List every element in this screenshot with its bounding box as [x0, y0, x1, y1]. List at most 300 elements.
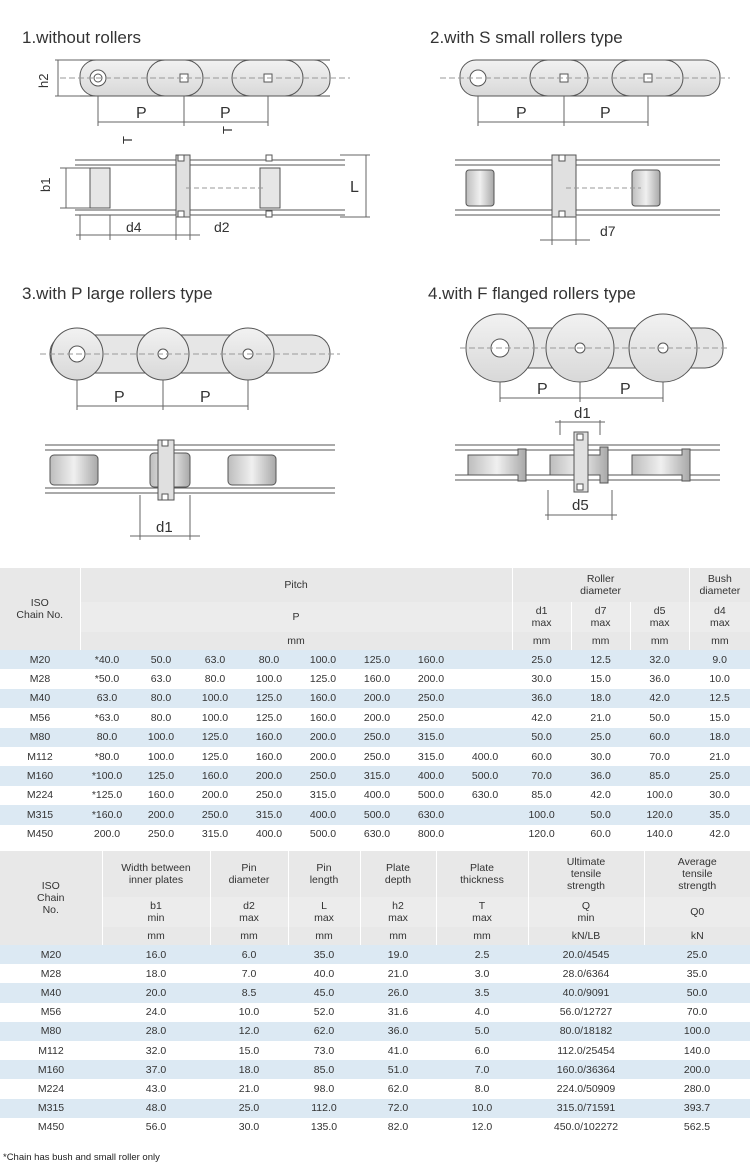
pitch-cell: 315.0 [404, 747, 458, 766]
chain-drawings [0, 0, 750, 560]
h2-cell: 21.0 [360, 964, 436, 983]
pitch-cell: 400.0 [296, 805, 350, 824]
l-cell: 40.0 [288, 964, 360, 983]
pin-diameter-header: Pin diameter [210, 851, 288, 897]
d7-cell: 50.0 [571, 805, 630, 824]
h2-cell: 19.0 [360, 945, 436, 964]
pitch-cell: 200.0 [350, 689, 404, 708]
pitch-cell: 250.0 [242, 786, 296, 805]
b1-symbol: b1 min [102, 897, 210, 927]
d4-cell: 9.0 [689, 650, 750, 669]
pitch-cell: 160.0 [296, 708, 350, 727]
q0-cell: 70.0 [644, 1003, 750, 1022]
h2-cell: 82.0 [360, 1118, 436, 1137]
pitch-cell: *160.0 [80, 805, 134, 824]
chain-no-cell: M40 [0, 689, 80, 708]
d5-label: d5 [572, 497, 589, 514]
chain-cell: M112 [0, 1041, 102, 1060]
q-cell: 28.0/6364 [528, 964, 644, 983]
b1-label: b1 [38, 177, 53, 192]
pin-length-header: Pin length [288, 851, 360, 897]
d5-cell: 32.0 [630, 650, 689, 669]
d5-cell: 36.0 [630, 669, 689, 688]
chain-cell: M160 [0, 1060, 102, 1079]
p-label-4a: P [537, 381, 548, 398]
q0-cell: 280.0 [644, 1079, 750, 1098]
l-cell: 135.0 [288, 1118, 360, 1137]
chain-cell: M56 [0, 1003, 102, 1022]
d4-cell: 42.0 [689, 825, 750, 844]
h2-cell: 72.0 [360, 1099, 436, 1118]
pitch-cell: 160.0 [188, 766, 242, 785]
q0-cell: 562.5 [644, 1118, 750, 1137]
h2-cell: 51.0 [360, 1060, 436, 1079]
t-cell: 2.5 [436, 945, 528, 964]
t-cell: 5.0 [436, 1022, 528, 1041]
table-row [0, 728, 750, 747]
chain-no-cell: M28 [0, 669, 80, 688]
chain-no-cell: M80 [0, 728, 80, 747]
p-label-2b: P [600, 105, 611, 122]
d2-cell: 8.5 [210, 983, 288, 1002]
drawing-2-section [455, 155, 720, 245]
diagram-1-title: 1.without rollers [22, 28, 142, 47]
pitch-header: Pitch [80, 568, 512, 602]
b1-cell: 48.0 [102, 1099, 210, 1118]
b1-cell: 37.0 [102, 1060, 210, 1079]
q-cell: 315.0/71591 [528, 1099, 644, 1118]
pitch-cell: 160.0 [242, 728, 296, 747]
pitch-cell: 80.0 [242, 650, 296, 669]
table-row [0, 1079, 750, 1098]
chain-cell: M40 [0, 983, 102, 1002]
pitch-cell: 100.0 [242, 669, 296, 688]
d1-cell: 36.0 [512, 689, 571, 708]
pitch-cell: 400.0 [350, 786, 404, 805]
pitch-cell: 630.0 [404, 805, 458, 824]
bush-diameter-header: Bush diameter [689, 568, 750, 602]
chain-no-cell: M315 [0, 805, 80, 824]
pitch-cell: 200.0 [296, 747, 350, 766]
table-row [0, 945, 750, 964]
q0-cell: 35.0 [644, 964, 750, 983]
d5-cell: 85.0 [630, 766, 689, 785]
q-cell: 224.0/50909 [528, 1079, 644, 1098]
q-unit: kN/LB [528, 927, 644, 945]
d4-header: d4 max [689, 602, 750, 632]
drawing-3-side [40, 328, 340, 410]
pitch-cell: *40.0 [80, 650, 134, 669]
pitch-cell: 500.0 [458, 766, 512, 785]
pitch-cell: 100.0 [188, 708, 242, 727]
diagram-3-title: 3.with P large rollers type [22, 284, 213, 303]
d4-cell: 12.5 [689, 689, 750, 708]
drawing-1-side [55, 60, 350, 126]
q0-cell: 393.7 [644, 1099, 750, 1118]
d5-cell: 50.0 [630, 708, 689, 727]
table-row [0, 766, 750, 785]
pitch-cell: 250.0 [296, 766, 350, 785]
t-label-1b: T [220, 126, 235, 134]
pitch-cell: 200.0 [242, 766, 296, 785]
pitch-cell: 315.0 [350, 766, 404, 785]
pitch-cell: 315.0 [242, 805, 296, 824]
dimensions-strength-table [0, 851, 750, 1137]
q-cell: 80.0/18182 [528, 1022, 644, 1041]
d5-unit: mm [630, 632, 689, 650]
d2-cell: 25.0 [210, 1099, 288, 1118]
b1-cell: 32.0 [102, 1041, 210, 1060]
l-cell: 35.0 [288, 945, 360, 964]
d1-cell: 120.0 [512, 825, 571, 844]
d2-symbol: d2 max [210, 897, 288, 927]
average-strength-header: Average tensile strength [644, 851, 750, 897]
chain-cell: M28 [0, 964, 102, 983]
chain-no-cell: M450 [0, 825, 80, 844]
t-cell: 3.0 [436, 964, 528, 983]
pitch-cell: 250.0 [350, 747, 404, 766]
h2-label: h2 [36, 73, 51, 88]
t-cell: 12.0 [436, 1118, 528, 1137]
q0-cell: 50.0 [644, 983, 750, 1002]
d2-cell: 18.0 [210, 1060, 288, 1079]
l-cell: 52.0 [288, 1003, 360, 1022]
chain-cell: M80 [0, 1022, 102, 1041]
table-row [0, 689, 750, 708]
pitch-cell: *50.0 [80, 669, 134, 688]
q-symbol: Q min [528, 897, 644, 927]
h2-cell: 36.0 [360, 1022, 436, 1041]
pitch-cell: 80.0 [134, 708, 188, 727]
table-row [0, 669, 750, 688]
l-label: L [350, 179, 359, 196]
table-row [0, 708, 750, 727]
pitch-cell: 160.0 [404, 650, 458, 669]
pitch-cell [458, 728, 512, 747]
b1-cell: 56.0 [102, 1118, 210, 1137]
d1-cell: 85.0 [512, 786, 571, 805]
l-symbol: L max [288, 897, 360, 927]
pitch-cell: 400.0 [458, 747, 512, 766]
chain-no-cell: M20 [0, 650, 80, 669]
pitch-symbol: P [80, 602, 512, 632]
pitch-cell: 250.0 [134, 825, 188, 844]
d1-unit: mm [512, 632, 571, 650]
q0-symbol: Q0 [644, 897, 750, 927]
table-row [0, 1118, 750, 1137]
q0-cell: 100.0 [644, 1022, 750, 1041]
pitch-cell: 200.0 [350, 708, 404, 727]
q0-unit: kN [644, 927, 750, 945]
b1-cell: 16.0 [102, 945, 210, 964]
chain-no-cell: M112 [0, 747, 80, 766]
pitch-cell: 315.0 [404, 728, 458, 747]
d4-unit: mm [689, 632, 750, 650]
pitch-cell: 315.0 [296, 786, 350, 805]
d1-header: d1 max [512, 602, 571, 632]
pitch-cell: 250.0 [188, 805, 242, 824]
pitch-cell [458, 708, 512, 727]
drawing-2-side [440, 60, 730, 126]
table-row [0, 1060, 750, 1079]
pitch-roller-table-body [0, 650, 750, 844]
pitch-cell [458, 825, 512, 844]
pitch-cell [458, 669, 512, 688]
pitch-cell: 250.0 [350, 728, 404, 747]
pitch-cell: 63.0 [80, 689, 134, 708]
pitch-unit: mm [80, 632, 512, 650]
pitch-cell: 400.0 [242, 825, 296, 844]
d2-cell: 6.0 [210, 945, 288, 964]
pitch-cell: 200.0 [188, 786, 242, 805]
table-row [0, 825, 750, 844]
d5-header: d5 max [630, 602, 689, 632]
pitch-cell: 160.0 [134, 786, 188, 805]
pitch-cell: 63.0 [188, 650, 242, 669]
d7-cell: 25.0 [571, 728, 630, 747]
h2-cell: 26.0 [360, 983, 436, 1002]
l-cell: 85.0 [288, 1060, 360, 1079]
diagram-area [0, 0, 750, 560]
d1-label-4: d1 [574, 405, 591, 422]
h2-cell: 41.0 [360, 1041, 436, 1060]
table-row [0, 964, 750, 983]
q0-cell: 200.0 [644, 1060, 750, 1079]
pitch-cell: 200.0 [80, 825, 134, 844]
q-cell: 40.0/9091 [528, 983, 644, 1002]
d7-label: d7 [600, 223, 616, 239]
t-cell: 7.0 [436, 1060, 528, 1079]
t-cell: 10.0 [436, 1099, 528, 1118]
pitch-cell: *63.0 [80, 708, 134, 727]
b1-cell: 18.0 [102, 964, 210, 983]
d7-cell: 60.0 [571, 825, 630, 844]
pitch-cell: *125.0 [80, 786, 134, 805]
pitch-cell: 160.0 [242, 747, 296, 766]
pitch-cell: 630.0 [458, 786, 512, 805]
l-cell: 112.0 [288, 1099, 360, 1118]
pitch-cell [458, 650, 512, 669]
table-row [0, 1041, 750, 1060]
l-cell: 73.0 [288, 1041, 360, 1060]
pitch-cell: 500.0 [404, 786, 458, 805]
chain-cell: M450 [0, 1118, 102, 1137]
d2-unit: mm [210, 927, 288, 945]
pitch-cell: 100.0 [296, 650, 350, 669]
pitch-cell: 125.0 [188, 747, 242, 766]
chain-cell: M315 [0, 1099, 102, 1118]
t-unit: mm [436, 927, 528, 945]
table-row [0, 983, 750, 1002]
d1-cell: 42.0 [512, 708, 571, 727]
h2-cell: 31.6 [360, 1003, 436, 1022]
d4-cell: 35.0 [689, 805, 750, 824]
q-cell: 160.0/36364 [528, 1060, 644, 1079]
drawing-4-side [460, 314, 730, 402]
d7-cell: 36.0 [571, 766, 630, 785]
pitch-cell: 200.0 [134, 805, 188, 824]
pitch-cell: 800.0 [404, 825, 458, 844]
pitch-cell: *100.0 [80, 766, 134, 785]
pitch-cell: 63.0 [134, 669, 188, 688]
d4-cell: 30.0 [689, 786, 750, 805]
b1-cell: 28.0 [102, 1022, 210, 1041]
p-label-3a: P [114, 389, 125, 406]
q0-cell: 140.0 [644, 1041, 750, 1060]
d2-cell: 10.0 [210, 1003, 288, 1022]
t-cell: 3.5 [436, 983, 528, 1002]
l-cell: 98.0 [288, 1079, 360, 1098]
table-row [0, 650, 750, 669]
plate-thickness-header: Plate thickness [436, 851, 528, 897]
pitch-cell: 160.0 [296, 689, 350, 708]
d1-cell: 25.0 [512, 650, 571, 669]
d1-label-3: d1 [156, 519, 173, 536]
pitch-cell: 200.0 [296, 728, 350, 747]
d7-cell: 30.0 [571, 747, 630, 766]
p-label-2a: P [516, 105, 527, 122]
pitch-cell [458, 689, 512, 708]
d7-cell: 12.5 [571, 650, 630, 669]
d5-cell: 120.0 [630, 805, 689, 824]
pitch-cell: 100.0 [188, 689, 242, 708]
l-unit: mm [288, 927, 360, 945]
h2-cell: 62.0 [360, 1079, 436, 1098]
l-cell: 62.0 [288, 1022, 360, 1041]
d2-cell: 30.0 [210, 1118, 288, 1137]
footnote: *Chain has bush and small roller only [3, 1152, 160, 1163]
d1-cell: 100.0 [512, 805, 571, 824]
pitch-cell: 630.0 [350, 825, 404, 844]
pitch-cell: 80.0 [80, 728, 134, 747]
t-symbol: T max [436, 897, 528, 927]
diagram-4-title: 4.with F flanged rollers type [428, 284, 636, 303]
diagram-2-title: 2.with S small rollers type [430, 28, 623, 47]
iso-chain-header-2: ISO Chain No. [0, 851, 102, 945]
chain-cell: M224 [0, 1079, 102, 1098]
pitch-cell: 80.0 [134, 689, 188, 708]
ultimate-strength-header: Ultimate tensile strength [528, 851, 644, 897]
pitch-cell: 100.0 [134, 747, 188, 766]
table-row [0, 1022, 750, 1041]
plate-depth-header: Plate depth [360, 851, 436, 897]
d2-label: d2 [214, 219, 230, 235]
d2-cell: 21.0 [210, 1079, 288, 1098]
d5-cell: 60.0 [630, 728, 689, 747]
pitch-cell: 400.0 [404, 766, 458, 785]
table-row [0, 1099, 750, 1118]
p-label-1a: P [136, 105, 147, 122]
d7-cell: 42.0 [571, 786, 630, 805]
d2-cell: 12.0 [210, 1022, 288, 1041]
b1-cell: 24.0 [102, 1003, 210, 1022]
width-header: Width between inner plates [102, 851, 210, 897]
pitch-cell: 80.0 [188, 669, 242, 688]
d5-cell: 100.0 [630, 786, 689, 805]
d1-cell: 60.0 [512, 747, 571, 766]
d1-cell: 70.0 [512, 766, 571, 785]
pitch-cell: 125.0 [242, 689, 296, 708]
roller-diameter-header: Roller diameter [512, 568, 689, 602]
pitch-cell [458, 805, 512, 824]
t-cell: 4.0 [436, 1003, 528, 1022]
chain-no-cell: M224 [0, 786, 80, 805]
l-cell: 45.0 [288, 983, 360, 1002]
b1-cell: 20.0 [102, 983, 210, 1002]
pitch-cell: 50.0 [134, 650, 188, 669]
p-label-3b: P [200, 389, 211, 406]
drawing-3-section [45, 440, 335, 540]
pitch-cell: 125.0 [242, 708, 296, 727]
d4-cell: 10.0 [689, 669, 750, 688]
d7-cell: 15.0 [571, 669, 630, 688]
pitch-cell: 125.0 [188, 728, 242, 747]
table-row [0, 786, 750, 805]
iso-chain-header: ISO Chain No. [0, 568, 80, 650]
p-label-4b: P [620, 381, 631, 398]
d5-cell: 70.0 [630, 747, 689, 766]
dimensions-strength-table-body [0, 945, 750, 1137]
chain-no-cell: M56 [0, 708, 80, 727]
d4-cell: 15.0 [689, 708, 750, 727]
d4-cell: 25.0 [689, 766, 750, 785]
pitch-cell: 125.0 [134, 766, 188, 785]
pitch-roller-table [0, 568, 750, 844]
pitch-cell: 500.0 [296, 825, 350, 844]
table-row [0, 805, 750, 824]
d4-cell: 21.0 [689, 747, 750, 766]
chain-no-cell: M160 [0, 766, 80, 785]
q-cell: 112.0/25454 [528, 1041, 644, 1060]
d4-cell: 18.0 [689, 728, 750, 747]
d5-cell: 140.0 [630, 825, 689, 844]
q0-cell: 25.0 [644, 945, 750, 964]
pitch-cell: 250.0 [404, 689, 458, 708]
pitch-cell: 200.0 [404, 669, 458, 688]
d1-cell: 30.0 [512, 669, 571, 688]
pitch-cell: 315.0 [188, 825, 242, 844]
d5-cell: 42.0 [630, 689, 689, 708]
pitch-cell: 125.0 [296, 669, 350, 688]
d1-cell: 50.0 [512, 728, 571, 747]
chain-cell: M20 [0, 945, 102, 964]
d2-cell: 15.0 [210, 1041, 288, 1060]
pitch-cell: 100.0 [134, 728, 188, 747]
p-label-1b: P [220, 105, 231, 122]
t-cell: 8.0 [436, 1079, 528, 1098]
pitch-cell: 125.0 [350, 650, 404, 669]
pitch-cell: *80.0 [80, 747, 134, 766]
pitch-cell: 500.0 [350, 805, 404, 824]
q-cell: 20.0/4545 [528, 945, 644, 964]
table-row [0, 747, 750, 766]
h2-symbol: h2 max [360, 897, 436, 927]
table-row [0, 1003, 750, 1022]
d4-label: d4 [126, 219, 142, 235]
t-label-1a: T [120, 136, 135, 144]
h2-unit: mm [360, 927, 436, 945]
q-cell: 450.0/102272 [528, 1118, 644, 1137]
q-cell: 56.0/12727 [528, 1003, 644, 1022]
pitch-cell: 250.0 [404, 708, 458, 727]
t-cell: 6.0 [436, 1041, 528, 1060]
d7-header: d7 max [571, 602, 630, 632]
d7-cell: 18.0 [571, 689, 630, 708]
d7-unit: mm [571, 632, 630, 650]
b1-unit: mm [102, 927, 210, 945]
pitch-cell: 160.0 [350, 669, 404, 688]
d2-cell: 7.0 [210, 964, 288, 983]
